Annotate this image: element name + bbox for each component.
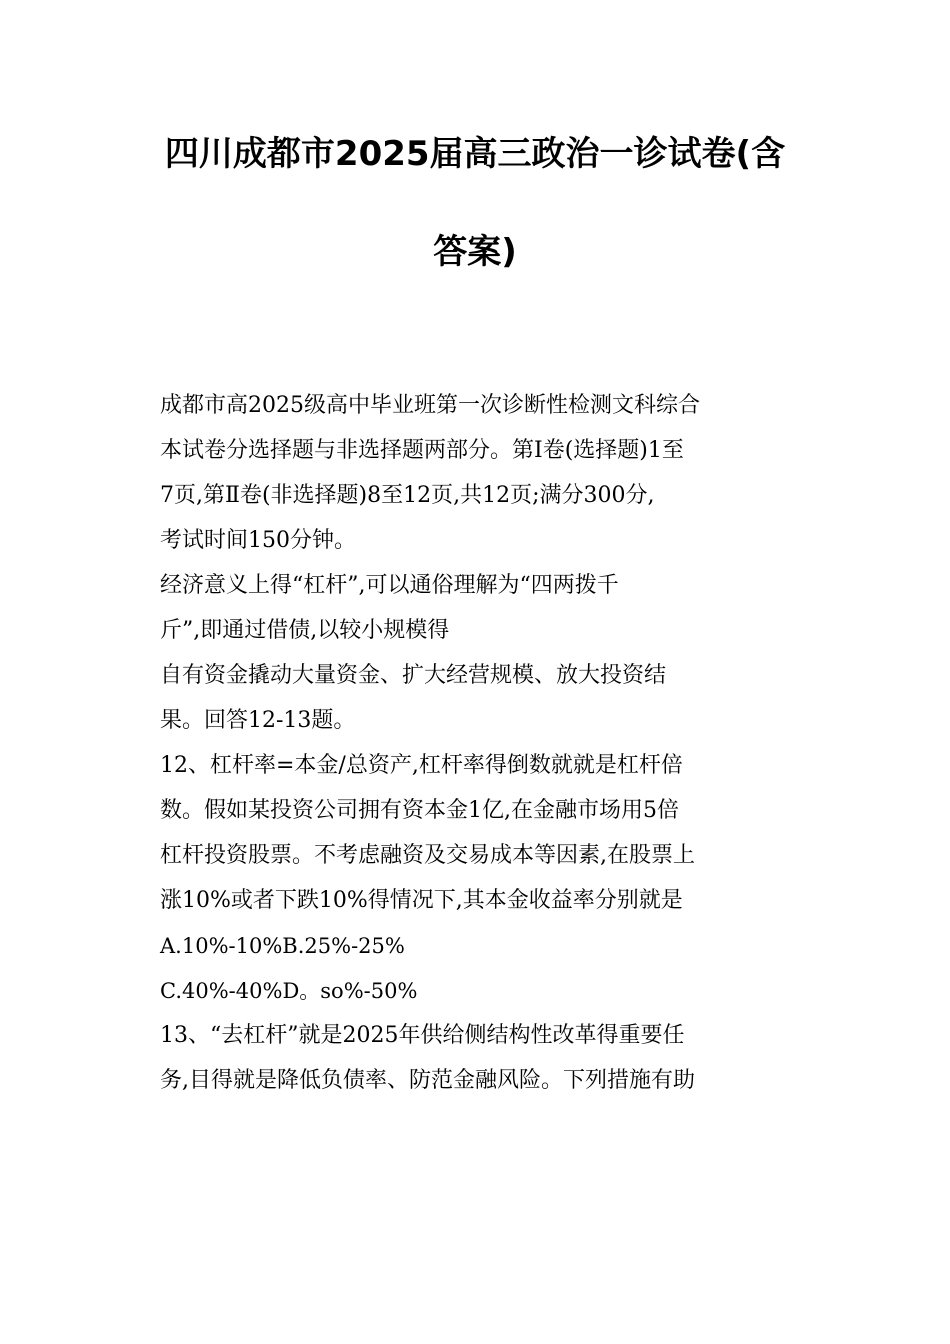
body-line: 7页,第Ⅱ卷(非选择题)8至12页,共12页;满分300分,: [160, 483, 655, 508]
title-line: 四川成都市2025届高三政治一诊试卷(含: [164, 134, 786, 174]
body-line: 斤”,即通过借债,以较小规模得: [160, 618, 450, 643]
body-line-exam-heading: 成都市高2025级高中毕业班第一次诊断性检测文科综合: [160, 393, 700, 418]
question-12-line: 涨10%或者下跌10%得情况下,其本金收益率分别就是: [160, 888, 683, 913]
document-body: [160, 390, 800, 1097]
question-12-options-cd: C.40%-40%D。so%-50%: [160, 979, 418, 1003]
body-line: 本试卷分选择题与非选择题两部分。第Ⅰ卷(选择题)1至: [160, 438, 684, 463]
question-12-line: 数。假如某投资公司拥有资本金1亿,在金融市场用5倍: [160, 798, 679, 823]
title-line: 答案): [433, 232, 517, 272]
body-line: 经济意义上得“杠杆”,可以通俗理解为“四两拨千: [160, 573, 619, 598]
question-13-line: 13、“去杠杆”就是2025年供给侧结构性改革得重要任: [160, 1023, 685, 1048]
body-line: 果。回答12-13题。: [160, 708, 356, 733]
document-title: [0, 128, 950, 278]
question-12-line: 杠杆投资股票。不考虑融资及交易成本等因素,在股票上: [160, 843, 695, 868]
body-line: 自有资金撬动大量资金、扩大经营规模、放大投资结: [160, 663, 667, 688]
question-12-options-ab: A.10%-10%B.25%-25%: [160, 934, 405, 958]
question-12-line: 12、杠杆率=本金/总资产,杠杆率得倒数就就是杠杆倍: [160, 753, 683, 778]
body-line: 考试时间150分钟。: [160, 528, 356, 553]
question-13-line: 务,目得就是降低负债率、防范金融风险。下列措施有助: [160, 1068, 695, 1093]
